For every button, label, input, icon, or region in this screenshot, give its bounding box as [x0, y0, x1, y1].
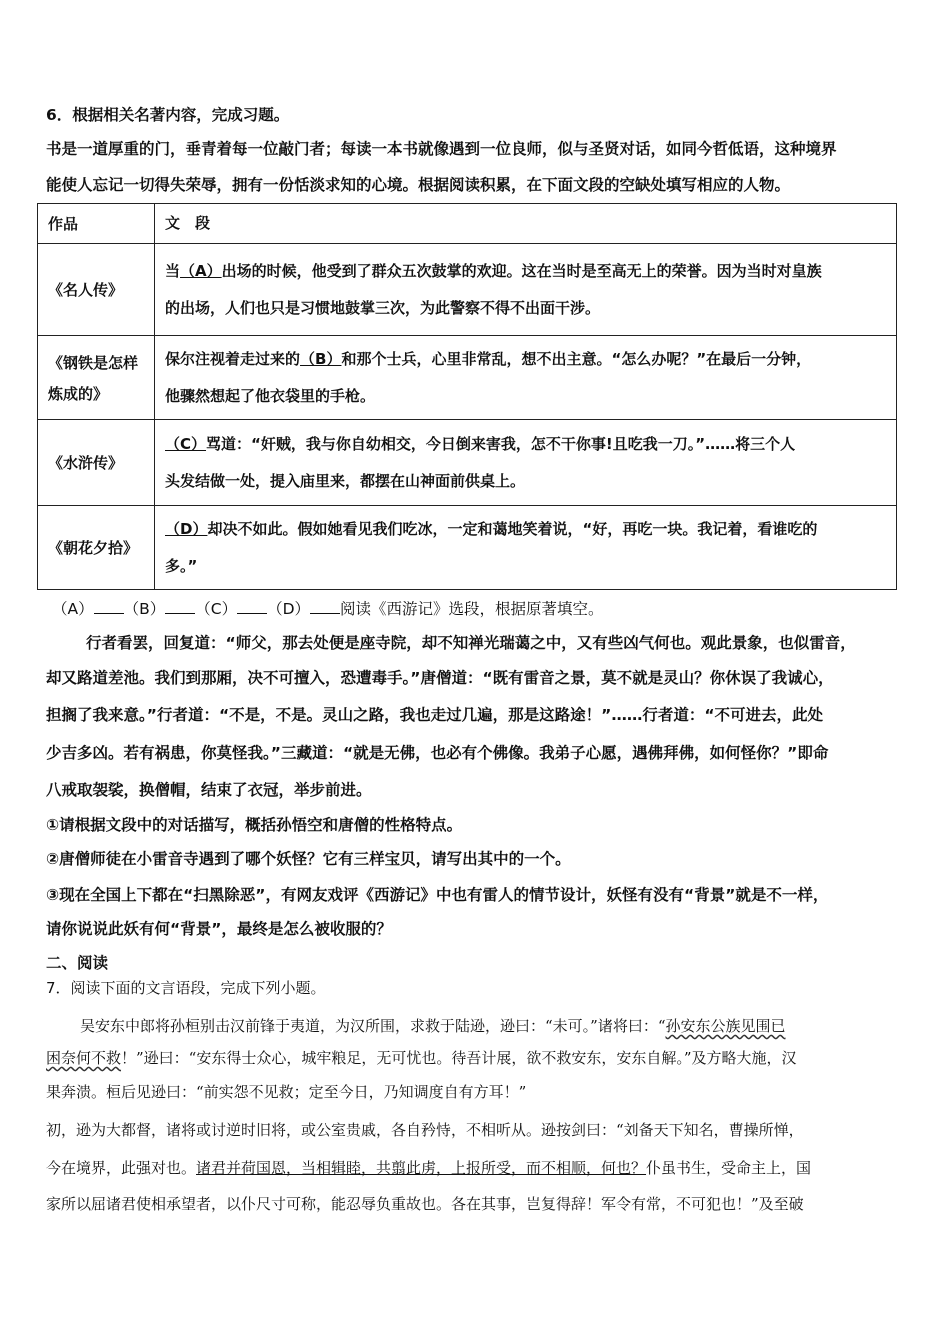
q7-paragraph-line: 果奔溃。桓后见逊曰：“前实怨不见救；定至今日，乃知调度自有方耳！”	[46, 1083, 527, 1101]
sub-question-2: ②唐僧师徒在小雷音寺遇到了哪个妖怪？它有三样宝贝，请写出其中的一个。	[46, 850, 571, 868]
blank-b: （B）	[300, 349, 342, 368]
xiyou-paragraph-line: 八戒取袈裟，换僧帽，结束了衣冠，举步前进。	[46, 781, 372, 799]
xiyou-paragraph-line: 少吉多凶。若有祸患，你莫怪我。”三藏道：“就是无佛，也必有个佛像。我弟子心愿，遇佛拜佛，如何怪你？”即命	[46, 744, 829, 762]
q7-paragraph-line: 吴安东中郎将孙桓别击汉前锋于夷道，为汉所围，求救于陆逊，逊曰：“未可。”诸将曰：“孙安东公族见围已	[80, 1017, 786, 1035]
table-cell-work: 《朝花夕拾》	[38, 506, 155, 590]
q6-title: 6．根据相关名著内容，完成习题。	[46, 106, 290, 124]
table-header-passage: 文 段	[155, 204, 897, 244]
answer-a-field[interactable]	[94, 599, 124, 614]
q6-intro-line2: 能使人忘记一切得失荣辱，拥有一份恬淡求知的心境。根据阅读积累，在下面文段的空缺处填写相应的人物。	[46, 176, 791, 194]
answer-b-field[interactable]	[165, 599, 195, 614]
xiyou-prompt: 阅读《西游记》选段，根据原著填空。	[340, 600, 604, 618]
table-cell-passage: （C）骂道：“奸贼，我与你自幼相交，今日倒来害我，怎不干你事!且吃我一刀。”……将三个人 头发结做一处，提入庙里来，都摆在山神面前供桌上。	[155, 420, 897, 506]
answer-d-field[interactable]	[310, 599, 340, 614]
q7-title: 7．阅读下面的文言语段，完成下列小题。	[46, 979, 326, 997]
sub-question-3-line1: ③现在全国上下都在“扫黑除恶”，有网友戏评《西游记》中也有雷人的情节设计，妖怪有没有“背景”就是不一样，	[46, 886, 829, 904]
works-table	[37, 203, 897, 590]
blank-c: （C）	[165, 434, 207, 453]
table-header-work: 作品	[38, 204, 155, 244]
wavy-underlined-text: 困奈何不救	[46, 1049, 122, 1067]
table-cell-passage: 保尔注视着走过来的（B）和那个士兵，心里非常乱，想不出主意。“怎么办呢？”在最后一分钟， 他骤然想起了他衣袋里的手枪。	[155, 336, 897, 420]
blank-d: （D）	[165, 519, 208, 538]
table-cell-work: 《钢铁是怎样 炼成的》	[38, 336, 155, 420]
sub-question-3-line2: 请你说说此妖有何“背景”，最终是怎么被收服的？	[46, 920, 392, 938]
table-row	[38, 244, 897, 336]
q7-paragraph-line: 初，逊为大都督，诸将或讨逆时旧将，或公室贵戚，各自矜恃，不相听从。逊按剑曰：“刘备天下知名，曹操所惮，	[46, 1121, 804, 1139]
wavy-underlined-text: 孙安东公族见围已	[665, 1017, 786, 1035]
table-cell-work: 《水浒传》	[38, 420, 155, 506]
answer-c-field[interactable]	[237, 599, 267, 614]
table-row	[38, 420, 897, 506]
xiyou-paragraph-line: 担搁了我来意。”行者道：“不是，不是。灵山之路，我也走过几遍，那是这路途！”……行者道：“不可进去，此处	[46, 706, 824, 724]
q6-intro-line1: 书是一道厚重的门，垂青着每一位敲门者；每读一本书就像遇到一位良师，似与圣贤对话，如同今哲低语，这种境界	[46, 140, 837, 158]
table-row	[38, 506, 897, 590]
q7-paragraph-line: 今在境界，此强对也。诸君并荷国恩，当相辑睦，共翦此虏，上报所受，而不相顺，何也？仆虽书生，受命主上，国	[46, 1159, 812, 1177]
table-cell-passage: 当（A）出场的时候，他受到了群众五次鼓掌的欢迎。这在当时是至高无上的荣誉。因为当时对皇族 的出场，人们也只是习惯地鼓掌三次，为此警察不得不出面干涉。	[155, 244, 897, 336]
q7-paragraph-line: 困奈何不救！”逊曰：“安东得士众心，城牢粮足，无可忧也。待吾计展，欲不救安东，安东自解。”及方略大施，汉	[46, 1049, 797, 1067]
section-title: 二、阅读	[46, 954, 109, 972]
underlined-text: 诸君并荷国恩，当相辑睦，共翦此虏，上报所受，而不相顺，何也？	[196, 1159, 647, 1177]
table-cell-passage: （D）却决不如此。假如她看见我们吃冰，一定和蔼地笑着说，“好，再吃一块。我记着，看谁吃的 多。”	[155, 506, 897, 590]
sub-question-1: ①请根据文段中的对话描写，概括孙悟空和唐僧的性格特点。	[46, 816, 463, 834]
xiyou-paragraph-line: 却又路道差池。我们到那厢，决不可擅入，恐遭毒手。”唐僧道：“既有雷音之景，莫不就是灵山？你休误了我诚心，	[46, 669, 834, 687]
answer-blanks-line: （A） （B） （C） （D） 阅读《西游记》选段，根据原著填空。	[52, 600, 604, 618]
q7-paragraph-line: 家所以屈诸君使相承望者，以仆尺寸可称，能忍辱负重故也。各在其事，岂复得辞！军令有常，不可犯也！”及至破	[46, 1195, 804, 1213]
table-cell-work: 《名人传》	[38, 244, 155, 336]
table-header-row	[38, 204, 897, 244]
table-row	[38, 336, 897, 420]
xiyou-paragraph-line: 行者看罢，回复道：“师父，那去处便是座寺院，却不知禅光瑞蔼之中，又有些凶气何也。观此景象，也似雷音，	[86, 634, 856, 652]
blank-a: （A）	[180, 261, 222, 280]
